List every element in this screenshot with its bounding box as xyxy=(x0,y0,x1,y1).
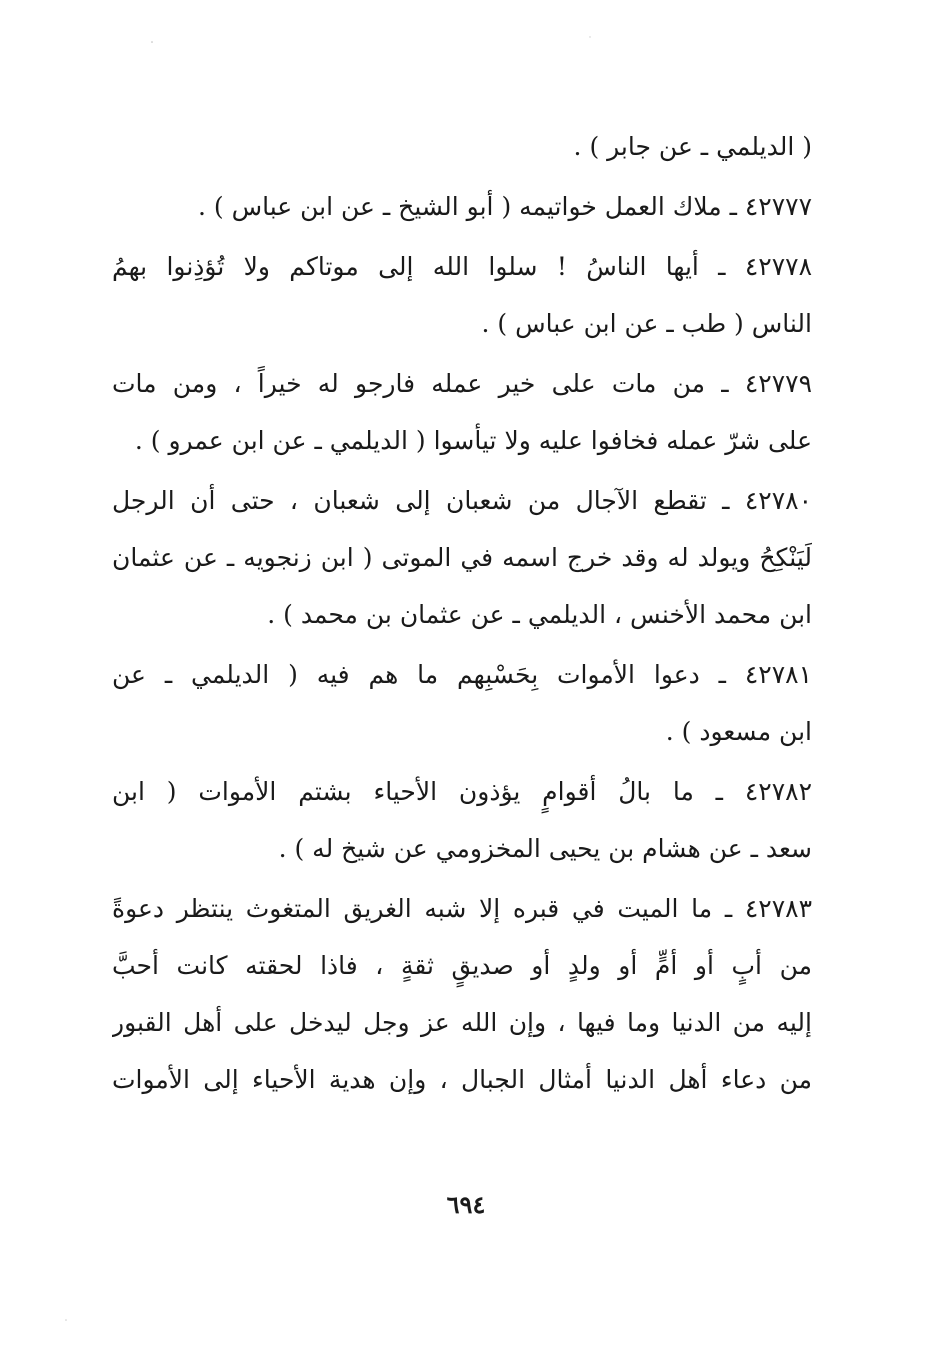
hadith-entry-line: ٤٢٧٨٢ ـ ما بالُ أقوامٍ يؤذون الأحياء بشتم الأموات ( ابن xyxy=(112,777,812,806)
scan-speck xyxy=(65,1319,67,1321)
hadith-entry-line: ٤٢٧٨٠ ـ تقطع الآجال من شعبان إلى شعبان ، حتى أن الرجل xyxy=(112,486,812,515)
hadith-entry-line: ٤٢٧٨١ ـ دعوا الأموات بِحَسْبِهم ما هم فيه ( الديلمي ـ عن xyxy=(112,660,812,689)
text-line: من دعاء أهل الدنيا أمثال الجبال ، وإن هدية الأحياء إلى الأموات xyxy=(112,1065,812,1094)
scan-speck xyxy=(589,36,590,37)
text-line: إليه من الدنيا وما فيها ، وإن الله عز وجل ليدخل على أهل القبور xyxy=(112,1008,812,1037)
hadith-text-block xyxy=(112,118,812,1108)
text-line: على شرّ عمله فخافوا عليه ولا تيأسوا ( الديلمي ـ عن ابن عمرو ) . xyxy=(134,426,812,455)
hadith-entry-line: ٤٢٧٧٧ ـ ملاك العمل خواتيمه ( أبو الشيخ ـ عن ابن عباس ) . xyxy=(198,192,812,221)
page-number: ٦٩٤ xyxy=(446,1190,486,1219)
hadith-entry-line: ٤٢٧٨٣ ـ ما الميت في قبره إلا شبه الغريق المتغوث ينتظر دعوةً xyxy=(112,894,812,923)
hadith-entry-line: ٤٢٧٧٩ ـ من مات على خير عمله فارجو له خيراً ، ومن مات xyxy=(112,369,812,398)
text-line: ( الديلمي ـ عن جابر ) . xyxy=(573,132,812,161)
text-line: الناس ( طب ـ عن ابن عباس ) . xyxy=(481,309,812,338)
text-line: ابن مسعود ) . xyxy=(665,717,812,746)
text-line: ابن محمد الأخنس ، الديلمي ـ عن عثمان بن محمد ) . xyxy=(267,600,812,629)
text-line: سعد ـ عن هشام بن يحيى المخزومي عن شيخ له ) . xyxy=(278,834,812,863)
hadith-entry-line: ٤٢٧٧٨ ـ أيها الناسُ ! سلوا الله إلى موتاكم ولا تُؤذِنوا بهمُ xyxy=(112,252,812,281)
text-line: من أبٍ أو أمٍّ أو ولدٍ أو صديقٍ ثقةٍ ، فاذا لحقته كانت أحبَّ xyxy=(112,951,812,980)
text-line: لَيَنْكِحُ ويولد له وقد خرج اسمه في الموتى ( ابن زنجويه ـ عن عثمان xyxy=(112,543,812,572)
scan-speck xyxy=(151,41,153,43)
